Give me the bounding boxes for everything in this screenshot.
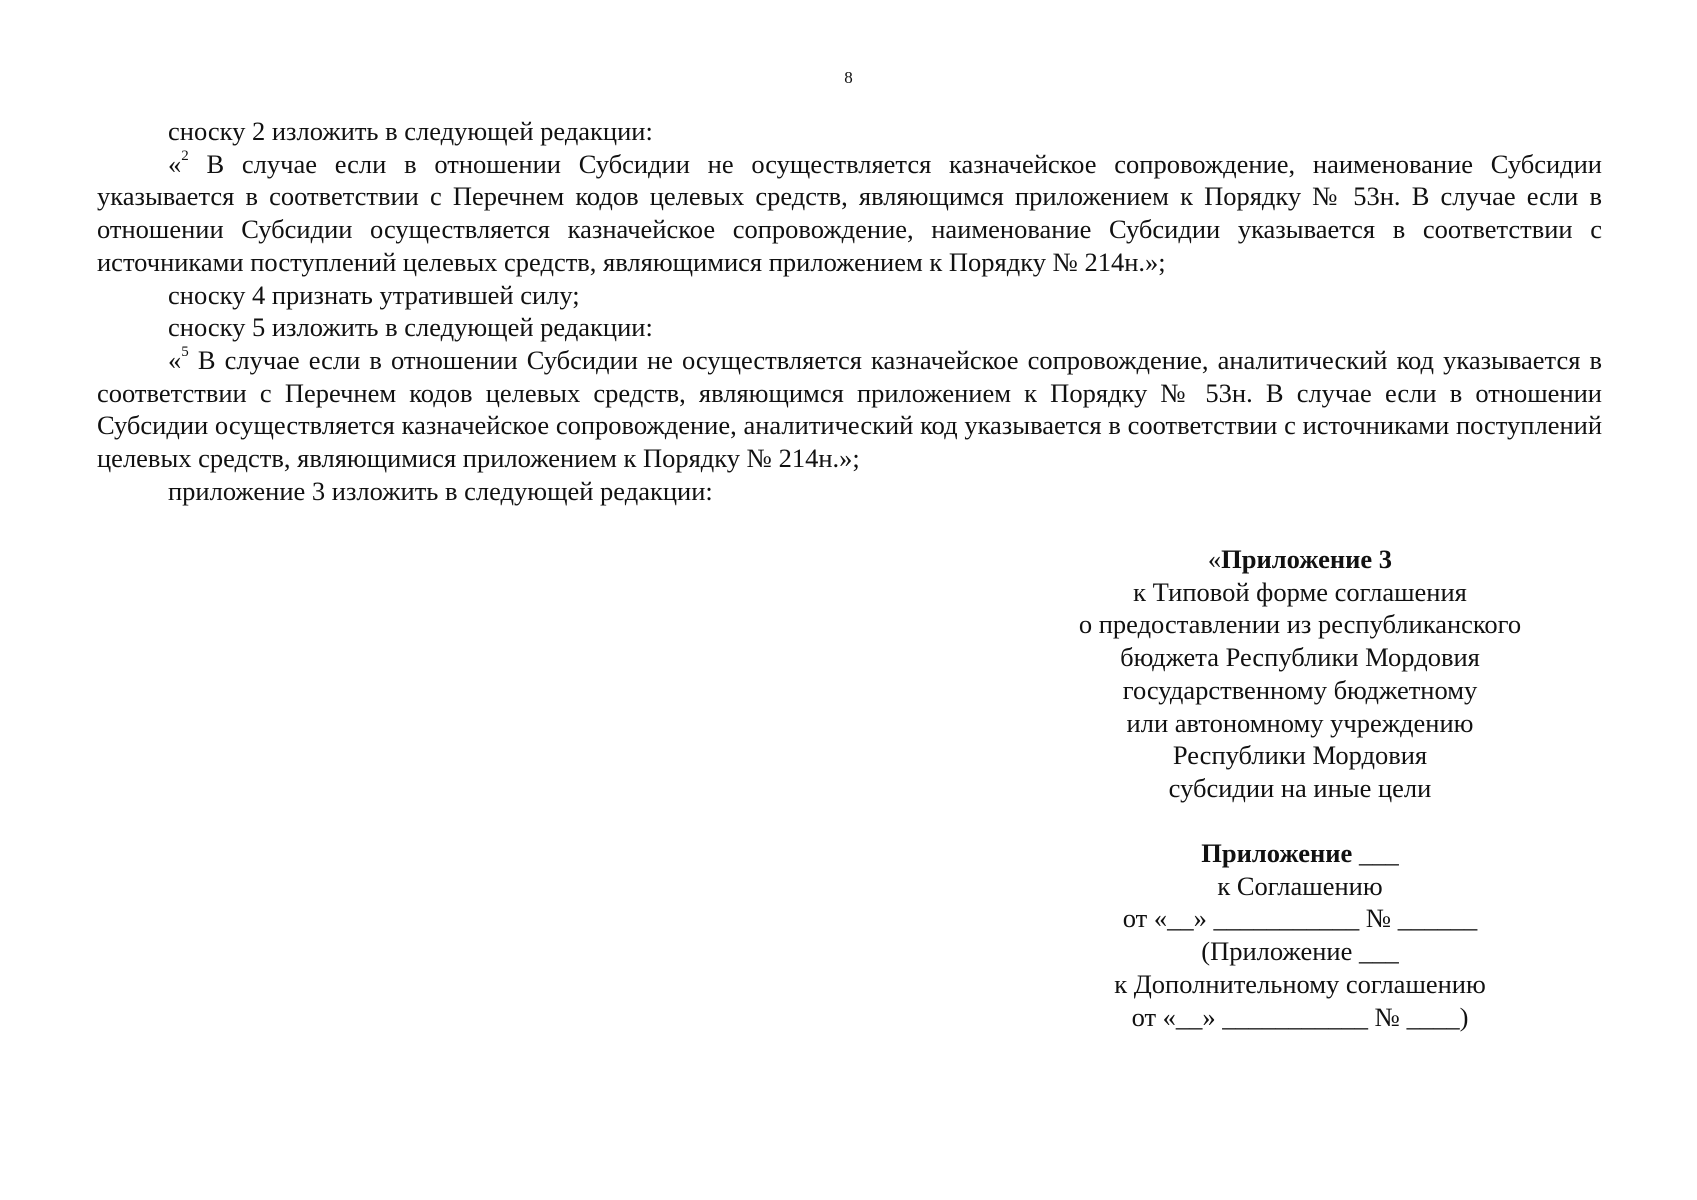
additional-appendix-line: (Приложение ___ xyxy=(1201,936,1399,967)
agreement-title-blank: ___ xyxy=(1352,838,1399,868)
open-quote: « xyxy=(1207,544,1222,574)
footnote-marker: 5 xyxy=(181,344,189,361)
appendix-header xyxy=(1010,543,1590,805)
footnote-marker: 2 xyxy=(181,147,189,164)
additional-date-number: от «__» ___________ № ____) xyxy=(1131,1001,1469,1032)
open-quote: « xyxy=(168,344,182,375)
agreement-title-text: Приложение xyxy=(1201,838,1353,868)
paragraph-appendix-instruction: приложение 3 изложить в следующей редакции: xyxy=(168,475,713,506)
paragraph-footnote2-instruction: сноску 2 изложить в следующей редакции: xyxy=(168,116,653,146)
paragraph-footnote4-instruction: сноску 4 признать утратившей силу; xyxy=(168,279,580,310)
appendix-line: бюджета Республики Мордовия xyxy=(1120,642,1480,673)
appendix-line: государственному бюджетному xyxy=(1122,674,1478,705)
appendix-title-text: Приложение 3 xyxy=(1221,544,1393,574)
agreement-date-number: от «__» ___________ № ______ xyxy=(1122,903,1478,934)
appendix-line: к Типовой форме соглашения xyxy=(1133,576,1467,607)
agreement-block xyxy=(1010,837,1590,1033)
appendix-line: о предоставлении из республиканского xyxy=(1078,609,1522,640)
footnote-text: В случае если в отношении Субсидии не осуществляется казначейское сопровождение, наименование Субсидии указывается в соответствии с Перечнем кодов целевых средств, являющимся приложением к Порядку № 53н. В случае если в отношении Субсидии осуществляется казначейское сопровождение, наименование Субсидии указывается в соответствии с источниками поступлений целевых средств, являющимися приложением к Порядку № 214н.»; xyxy=(97,148,1602,277)
footnote-text: В случае если в отношении Субсидии не осуществляется казначейское сопровождение, аналитический код указывается в соответствии с Перечнем кодов целевых средств, являющимся приложением к Порядку № 53н. В случае если в отношении Субсидии осуществляется казначейское сопровождение, аналитический код указывается в соответствии с источниками поступлений целевых средств, являющимися приложением к Порядку № 214н.»; xyxy=(97,344,1602,474)
page-number: 8 xyxy=(844,68,853,87)
open-quote: « xyxy=(168,148,182,179)
agreement-line: к Соглашению xyxy=(1217,870,1383,901)
agreement-title xyxy=(1010,837,1590,870)
paragraph-footnote2-text xyxy=(97,148,1602,279)
paragraph-footnote5-text xyxy=(97,344,1602,475)
appendix-title xyxy=(1010,543,1590,576)
paragraph-footnote5-instruction: сноску 5 изложить в следующей редакции: xyxy=(168,312,653,343)
appendix-line: или автономному учреждению xyxy=(1126,707,1474,738)
appendix-line: субсидии на иные цели xyxy=(1168,772,1432,803)
additional-agreement-line: к Дополнительному соглашению xyxy=(1114,968,1486,999)
body-text xyxy=(97,115,1602,507)
appendix-line: Республики Мордовия xyxy=(1172,740,1428,771)
